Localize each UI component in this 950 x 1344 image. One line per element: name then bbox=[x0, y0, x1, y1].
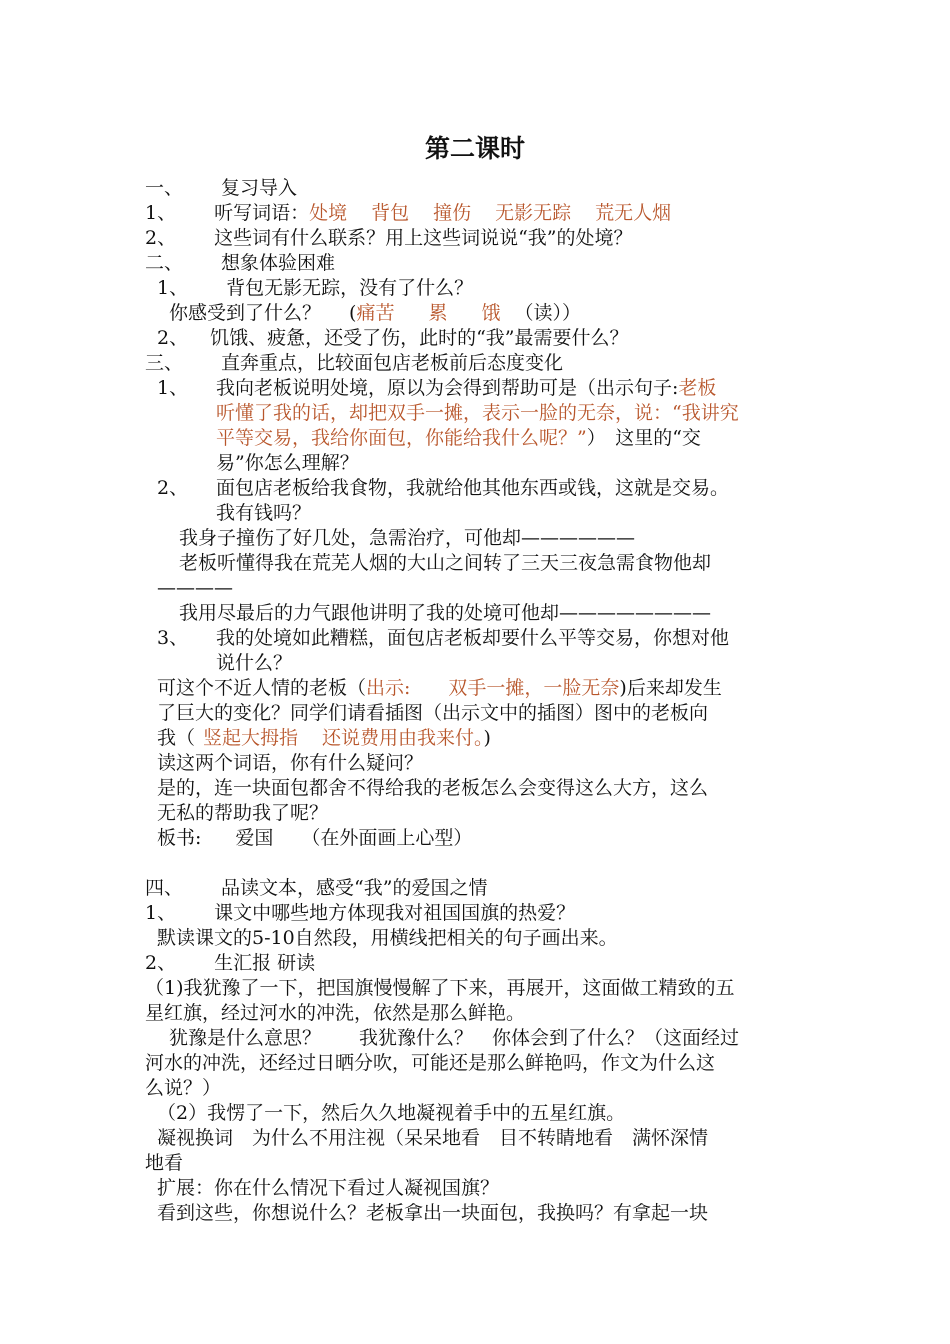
item-text: 面包店老板给我食物，我就给他其他东西或钱，这就是交易。 bbox=[216, 477, 730, 499]
vocab-word: 背包 bbox=[371, 202, 410, 224]
item-number: 1、 bbox=[157, 377, 189, 399]
vocab-word: 撞伤 bbox=[433, 202, 472, 224]
feel-word: 累 bbox=[428, 302, 448, 324]
item-text: 我有钱吗？ bbox=[216, 502, 312, 524]
quoted-sentence: 听懂了我的话，却把双手一摊，表示一脸的无奈，说：“我讲究 bbox=[216, 402, 739, 424]
item-number: 2、 bbox=[145, 952, 177, 974]
section-number: 四、 bbox=[145, 877, 184, 899]
paragraph: 扩展：你在什么情况下看过人凝视国旗？ bbox=[157, 1177, 500, 1199]
paragraph: 默读课文的5-10自然段，用横线把相关的句子画出来。 bbox=[157, 927, 618, 949]
item-text: 说什么？ bbox=[216, 652, 293, 674]
paren: （读）） bbox=[514, 302, 581, 324]
item-number: 1、 bbox=[157, 277, 189, 299]
board-label: 板书: bbox=[157, 827, 202, 849]
paragraph: 了巨大的变化？同学们请看插图（出示文中的插图）图中的老板向 bbox=[157, 702, 709, 724]
board-note bbox=[157, 826, 472, 850]
item-text: 生汇报 研读 bbox=[214, 952, 316, 974]
paragraph-text: 我（ bbox=[157, 727, 196, 749]
highlight-text: 出示: 双手一摊，一脸无奈 bbox=[366, 677, 620, 699]
item-text: 听写词语： bbox=[214, 202, 310, 224]
paragraph: 么说？） bbox=[145, 1077, 222, 1099]
section-number: 二、 bbox=[145, 252, 184, 274]
vocab-word: 荒无人烟 bbox=[595, 202, 672, 224]
paragraph: ———— bbox=[157, 577, 233, 599]
paragraph-text: ) bbox=[483, 727, 491, 749]
item-text: 饥饿、疲惫，还受了伤，此时的“我”最需要什么？ bbox=[210, 327, 629, 349]
item-text: 易”你怎么理解？ bbox=[216, 452, 359, 474]
feel-text: 你感受到了什么？ bbox=[169, 302, 322, 324]
s4-item-2 bbox=[145, 951, 315, 975]
board-note-text: （在外面画上心型） bbox=[301, 827, 473, 849]
paragraph-text: )后来却发生 bbox=[619, 677, 722, 699]
item-number: 1、 bbox=[145, 902, 177, 924]
paragraph: 读这两个词语，你有什么疑问？ bbox=[157, 752, 424, 774]
section-2-heading bbox=[145, 251, 335, 275]
paragraph: 我身子撞伤了好几处，急需治疗，可他却—————— bbox=[179, 527, 636, 549]
item-text: 这些词有什么联系？用上这些词说说“我”的处境？ bbox=[214, 227, 633, 249]
item-number: 2、 bbox=[157, 477, 189, 499]
item-number: 1、 bbox=[145, 202, 177, 224]
board-word: 爱国 bbox=[235, 827, 274, 849]
item-text: ） 这里的“交 bbox=[586, 427, 701, 449]
paragraph: 看到这些，你想说什么？老板拿出一块面包，我换吗？有拿起一块 bbox=[157, 1202, 709, 1224]
paragraph-line bbox=[157, 726, 491, 750]
s4-item-1 bbox=[145, 901, 575, 925]
section-number: 一、 bbox=[145, 177, 184, 199]
paragraph: 河水的冲洗，还经过日晒分吹，可能还是那么鲜艳吗，作文为什么这 bbox=[145, 1052, 716, 1074]
item-number: 3、 bbox=[157, 627, 189, 649]
section-1-heading bbox=[145, 176, 297, 200]
item-text: 我向老板说明处境，原以为会得到帮助可是（出示句子: bbox=[216, 377, 679, 399]
item-text: 课文中哪些地方体现我对祖国国旗的热爱？ bbox=[214, 902, 576, 924]
paragraph: 老板听懂得我在荒芜人烟的大山之间转了三天三夜急需食物他却 bbox=[179, 552, 712, 574]
paragraph: （2）我愣了一下，然后久久地凝视着手中的五星红旗。 bbox=[157, 1102, 626, 1124]
section-number: 三、 bbox=[145, 352, 184, 374]
s2-item-2 bbox=[157, 326, 629, 350]
highlight-text: 还说费用由我来付。 bbox=[322, 727, 484, 749]
vocab-word: 处境 bbox=[309, 202, 348, 224]
s3-item-1-line-1 bbox=[157, 376, 188, 400]
paragraph-text: 可这个不近人情的老板（ bbox=[157, 677, 367, 699]
item-number: 2、 bbox=[157, 327, 189, 349]
section-3-heading bbox=[145, 351, 563, 375]
s1-item-2 bbox=[145, 226, 633, 250]
section-title: 想象体验困难 bbox=[221, 252, 336, 274]
quoted-sentence: 平等交易，我给你面包，你能给我什么呢？” bbox=[216, 427, 587, 449]
s3-item-1-line-1-text bbox=[216, 376, 716, 400]
paragraph-line bbox=[157, 676, 722, 700]
paragraph: 无私的帮助我了呢？ bbox=[157, 802, 329, 824]
item-number: 2、 bbox=[145, 227, 177, 249]
page-title: 第二课时 bbox=[424, 134, 525, 163]
paragraph: 犹豫是什么意思？ 我犹豫什么？ 你体会到了什么？（这面经过 bbox=[169, 1027, 740, 1049]
s1-item-1 bbox=[145, 201, 671, 225]
paragraph: （1)我犹豫了一下，把国旗慢慢解了下来，再展开，这面做工精致的五 bbox=[145, 977, 735, 999]
highlight-text: 竖起大拇指 bbox=[203, 727, 299, 749]
s2-feel-line bbox=[169, 301, 581, 325]
section-4-heading bbox=[145, 876, 487, 900]
s2-item-1 bbox=[157, 276, 473, 300]
section-title: 品读文本，感受“我”的爱国之情 bbox=[221, 877, 488, 899]
feel-word: 痛苦 bbox=[356, 302, 395, 324]
section-title: 直奔重点，比较面包店老板前后态度变化 bbox=[221, 352, 564, 374]
quoted-sentence: 老板 bbox=[678, 377, 717, 399]
vocab-word: 无影无踪 bbox=[495, 202, 572, 224]
paragraph: 是的，连一块面包都舍不得给我的老板怎么会变得这么大方，这么 bbox=[157, 777, 709, 799]
item-text: 背包无影无踪，没有了什么？ bbox=[226, 277, 474, 299]
item-text: 我的处境如此糟糕，面包店老板却要什么平等交易，你想对他 bbox=[216, 627, 730, 649]
paragraph: 地看 bbox=[145, 1152, 184, 1174]
section-title: 复习导入 bbox=[221, 177, 298, 199]
paragraph: 凝视换词 为什么不用注视（呆呆地看 目不转睛地看 满怀深情 bbox=[157, 1127, 709, 1149]
feel-word: 饿 bbox=[481, 302, 501, 324]
paragraph: 星红旗，经过河水的冲洗，依然是那么鲜艳。 bbox=[145, 1002, 526, 1024]
s3-item-1-line-3 bbox=[216, 426, 701, 450]
paren: ( bbox=[349, 302, 357, 324]
paragraph: 我用尽最后的力气跟他讲明了我的处境可他却———————— bbox=[179, 602, 712, 624]
